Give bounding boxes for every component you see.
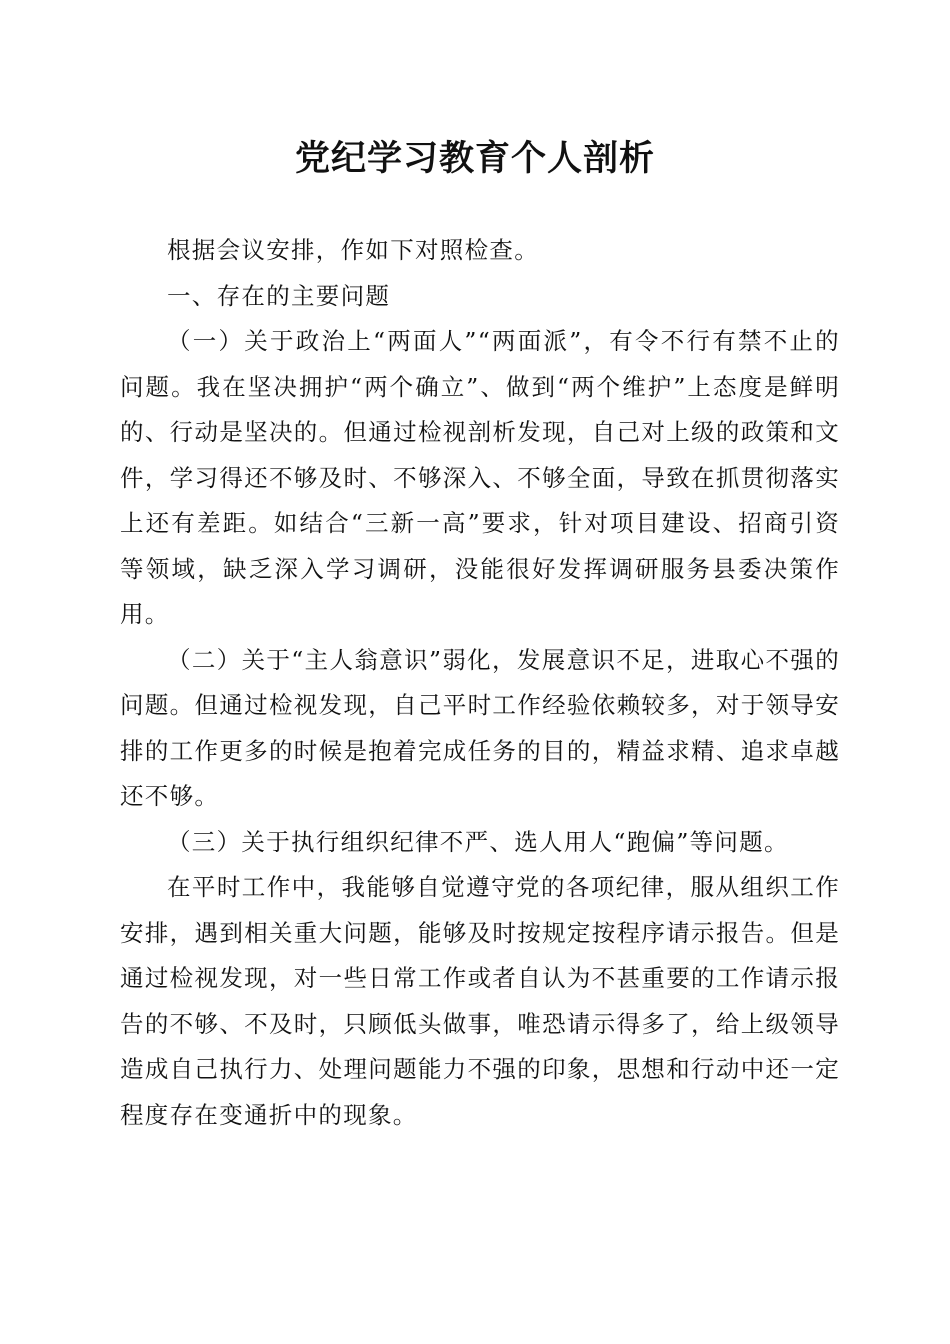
paragraph-3-heading: （三）关于执行组织纪律不严、选人用人“跑偏”等问题。	[167, 827, 789, 856]
document-body	[120, 228, 840, 1138]
paragraph-2: （二）关于“主人翁意识”弱化，发展意识不足，进取心不强的问题。但通过检视发现，自己平时工作经验依赖较多，对于领导安排的工作更多的时候是抱着完成任务的目的，精益求精、追求卓越还不够。	[120, 645, 840, 810]
paragraph-1: （一）关于政治上“两面人”“两面派”，有令不行有禁不止的问题。我在坚决拥护“两个确立”、做到“两个维护”上态度是鲜明的、行动是坚决的。但通过检视剖析发现，自己对上级的政策和文件，学习得还不够及时、不够深入、不够全面，导致在抓贯彻落实上还有差距。如结合“三新一高”要求，针对项目建设、招商引资等领域，缺乏深入学习调研，没能很好发挥调研服务县委决策作用。	[120, 327, 840, 628]
document-title: 党纪学习教育个人剖析	[294, 138, 655, 179]
paragraph-4: 在平时工作中，我能够自觉遵守党的各项纪律，服从组织工作安排，遇到相关重大问题，能够及时按规定按程序请示报告。但是通过检视发现，对一些日常工作或者自认为不甚重要的工作请示报告的不够、不及时，只顾低头做事，唯恐请示得多了，给上级领导造成自己执行力、处理问题能力不强的印象，思想和行动中还一定程度存在变通折中的现象。	[120, 873, 840, 1129]
section-heading: 一、存在的主要问题	[167, 281, 391, 310]
intro-paragraph: 根据会议安排，作如下对照检查。	[167, 236, 539, 264]
